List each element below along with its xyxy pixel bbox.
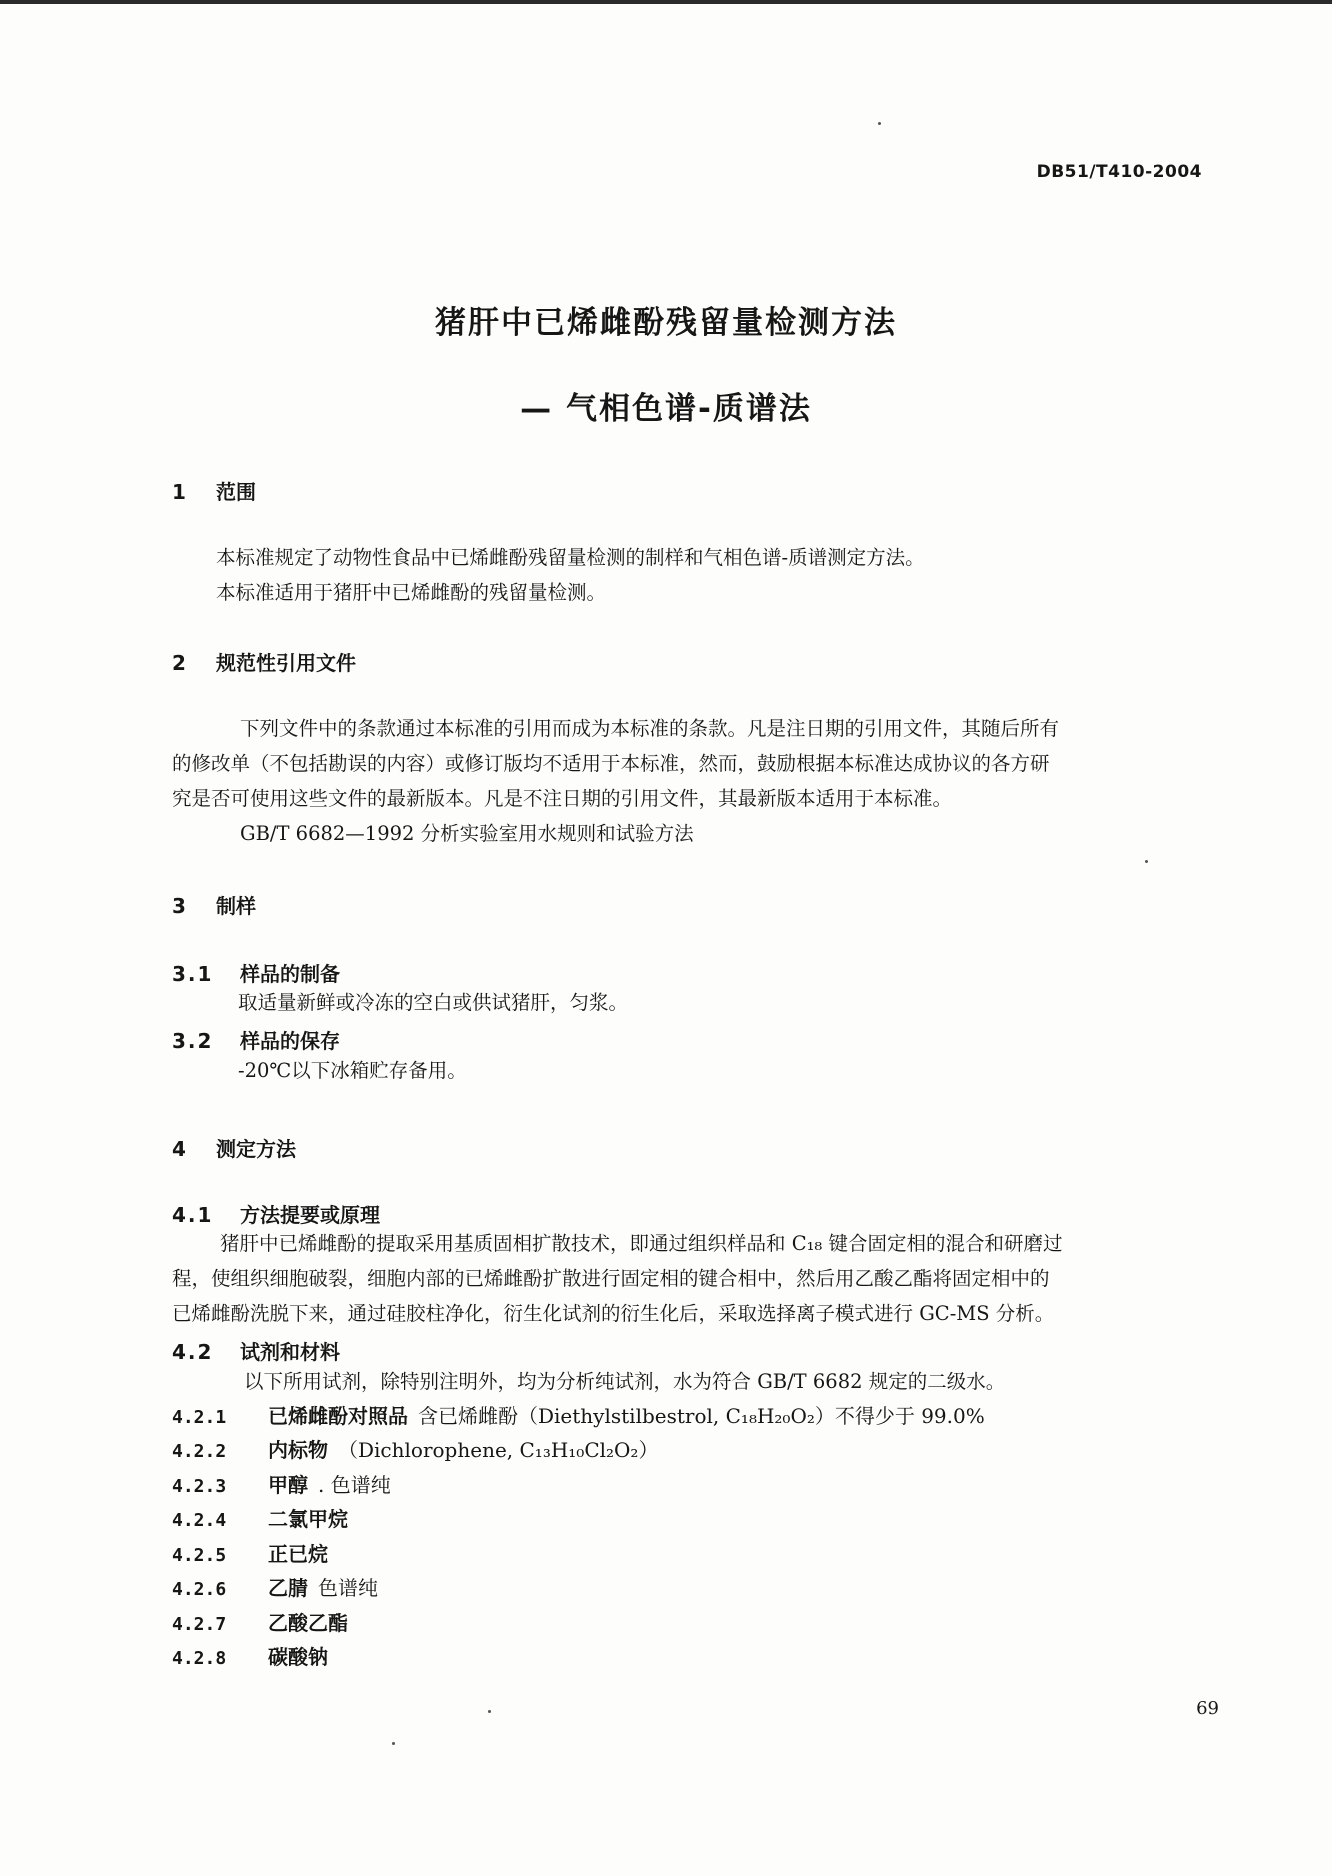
reagent-item-name: 碳酸钠 xyxy=(268,1645,328,1669)
reagent-item-name: 已烯雌酚对照品 xyxy=(268,1404,408,1428)
scan-speck xyxy=(392,1742,395,1745)
reagent-item xyxy=(172,1469,391,1498)
reagent-item-detail: . 色谱纯 xyxy=(318,1473,391,1497)
section-3-2-text: -20℃以下冰箱贮存备用。 xyxy=(238,1059,467,1082)
section-1-body: 本标准规定了动物性食品中已烯雌酚残留量检测的制样和气相色谱-质谱测定方法。 本标准适用于猪肝中已烯雌酚的残留量检测。 xyxy=(216,546,925,604)
reagent-item-number: 4.2.5 xyxy=(172,1545,227,1566)
section-3-2-heading: 3.2 样品的保存 xyxy=(172,1029,340,1053)
section-1-heading: 1 范围 xyxy=(172,480,256,504)
top-border-rule xyxy=(0,0,1332,4)
section-4-1-heading: 4.1 方法提要或原理 xyxy=(172,1203,380,1227)
section-4-2-heading: 4.2 试剂和材料 xyxy=(172,1340,340,1364)
scan-speck xyxy=(878,122,881,125)
section-3-1-text: 取适量新鲜或冷冻的空白或供试猪肝，匀浆。 xyxy=(238,991,629,1014)
reagent-item-number: 4.2.6 xyxy=(172,1579,227,1600)
document-subtitle: — 气相色谱-质谱法 xyxy=(520,391,812,427)
reagent-item-name: 甲醇 xyxy=(268,1473,308,1497)
reagent-item xyxy=(172,1538,328,1567)
reagent-item-number: 4.2.4 xyxy=(172,1510,227,1531)
reagent-item-name: 正已烷 xyxy=(268,1542,328,1566)
document-code: DB51/T410-2004 xyxy=(1036,162,1202,182)
reagent-item xyxy=(172,1572,378,1601)
reagent-item-detail: 含已烯雌酚（Diethylstilbestrol, C₁₈H₂₀O₂）不得少于 99.0% xyxy=(418,1404,985,1428)
reagent-item-number: 4.2.1 xyxy=(172,1407,227,1428)
reagent-item-number: 4.2.7 xyxy=(172,1614,227,1635)
reagent-item xyxy=(172,1607,348,1636)
reagent-item-name: 二氯甲烷 xyxy=(268,1507,348,1531)
section-4-1-body: 猪肝中已烯雌酚的提取采用基质固相扩散技术，即通过组织样品和 C₁₈ 键合固定相的混合和研磨过 程，使组织细胞破裂，细胞内部的已烯雌酚扩散进行固定相的键合相中，然后用乙酸乙酯将固定相中的 已烯雌酚洗脱下来，通过硅胶柱净化，衍生化试剂的衍生化后，采取选择离子模式进行 GC-MS 分析。 xyxy=(172,1232,1063,1325)
reagent-item xyxy=(172,1641,328,1670)
section-2-body: 下列文件中的条款通过本标准的引用而成为本标准的条款。凡是注日期的引用文件，其随后所有 的修改单（不包括勘误的内容）或修订版均不适用于本标准，然而，鼓励根据本标准达成协议的各方研 究是否可使用这些文件的最新版本。凡是不注日期的引用文件，其最新版本适用于本标准。 GB/T 6682—1992 分析实验室用水规则和试验方法 xyxy=(172,717,1060,845)
reagent-item xyxy=(172,1400,985,1429)
reagent-item-number: 4.2.3 xyxy=(172,1476,227,1497)
reagent-item xyxy=(172,1434,658,1463)
reagent-item-number: 4.2.2 xyxy=(172,1441,227,1462)
reagent-item-name: 内标物 xyxy=(268,1438,328,1462)
reagent-item xyxy=(172,1503,348,1532)
reagent-item-detail: （Dichlorophene, C₁₃H₁₀Cl₂O₂） xyxy=(338,1438,659,1462)
reagent-item-name: 乙酸乙酯 xyxy=(268,1611,348,1635)
section-3-1-heading: 3.1 样品的制备 xyxy=(172,962,340,986)
section-4-2-text: 以下所用试剂，除特别注明外，均为分析纯试剂，水为符合 GB/T 6682 规定的二级水。 xyxy=(244,1370,1006,1393)
scan-speck xyxy=(488,1710,491,1713)
scan-speck xyxy=(1145,860,1148,863)
section-3-heading: 3 制样 xyxy=(172,894,256,918)
document-title: 猪肝中已烯雌酚残留量检测方法 xyxy=(435,305,897,341)
reagent-item-number: 4.2.8 xyxy=(172,1648,227,1669)
page-number: 69 xyxy=(1196,1698,1219,1719)
section-2-heading: 2 规范性引用文件 xyxy=(172,651,356,675)
reagent-item-name: 乙腈 xyxy=(268,1576,308,1600)
reagent-item-detail: 色谱纯 xyxy=(318,1576,378,1600)
section-4-heading: 4 测定方法 xyxy=(172,1137,296,1161)
